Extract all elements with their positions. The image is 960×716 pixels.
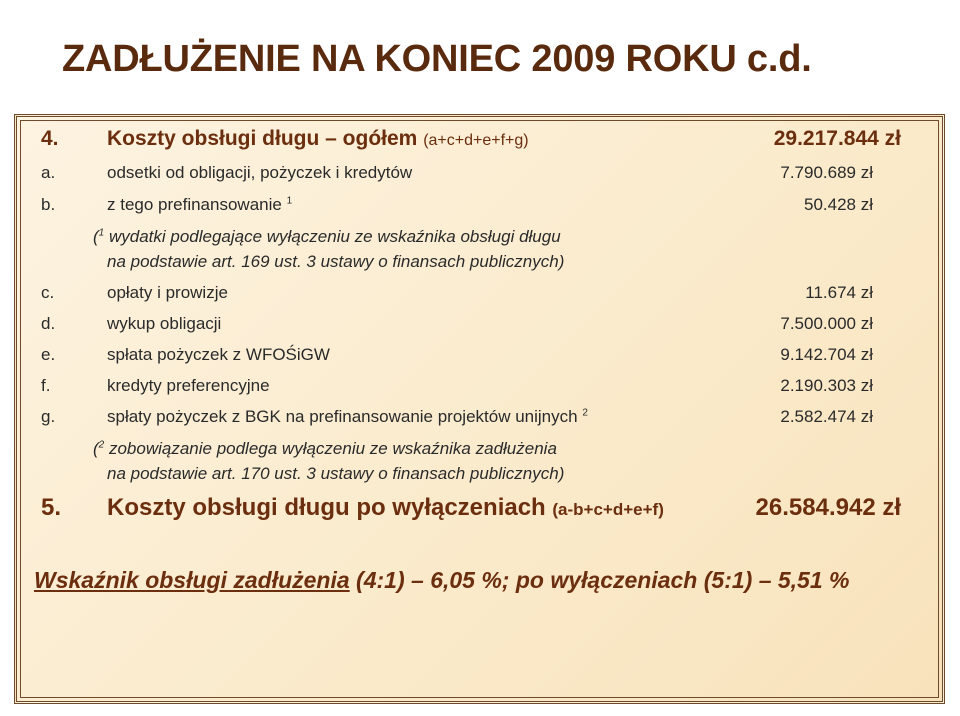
row-d-amount: 7.500.000 zł <box>780 314 873 333</box>
ratio-values: (4:1) – 6,05 %; po wyłączeniach (5:1) – 5,51 % <box>349 567 850 593</box>
row-c-amount: 11.674 zł <box>805 283 873 302</box>
footnote-1-text1: wydatki podlegające wyłączeniu ze wskaźnika obsługi długu <box>104 227 561 246</box>
row-4-amount: 29.217.844 zł <box>773 127 901 150</box>
ratio-lead: Wskaźnik obsługi zadłużenia <box>34 567 350 593</box>
row-5-label: 5. <box>41 494 62 521</box>
row-d-text: wykup obligacji <box>107 314 222 333</box>
row-4-label: 4. <box>41 127 59 150</box>
row-f <box>17 376 873 402</box>
row-e-label: e. <box>41 345 56 364</box>
row-b-label: b. <box>41 195 56 214</box>
row-e <box>17 345 873 371</box>
footnote-1-open: ( <box>93 227 99 246</box>
row-5 <box>17 494 901 528</box>
row-5-amount: 26.584.942 zł <box>755 494 901 521</box>
footnote-2-line2: na podstawie art. 170 ust. 3 ustawy o finansach publicznych) <box>107 464 565 483</box>
row-a-text: odsetki od obligacji, pożyczek i kredytów <box>107 163 413 182</box>
row-d-label: d. <box>41 314 56 333</box>
footnote-2-line1 <box>93 436 564 461</box>
row-5-formula: (a-b+c+d+e+f) <box>552 500 664 519</box>
row-4-formula: (a+c+d+e+f+g) <box>423 132 529 149</box>
row-e-amount: 9.142.704 zł <box>780 345 873 364</box>
debt-service-ratio <box>34 567 849 594</box>
row-g-footnote-marker: 2 <box>582 407 588 419</box>
row-f-text: kredyty preferencyjne <box>107 376 270 395</box>
row-g-amount: 2.582.474 zł <box>780 407 873 426</box>
footnote-2-marker: 2 <box>98 439 105 451</box>
row-a <box>17 163 873 189</box>
footnote-2-open: ( <box>93 439 99 458</box>
footnote-2 <box>93 436 564 486</box>
row-4-text: Koszty obsługi długu – ogółem <box>107 127 418 150</box>
row-f-amount: 2.190.303 zł <box>780 376 873 395</box>
row-c <box>17 283 873 309</box>
page-title: ZADŁUŻENIE NA KONIEC 2009 ROKU c.d. <box>62 38 812 80</box>
row-g <box>17 407 873 433</box>
row-f-label: f. <box>41 376 51 395</box>
footnote-1-line2: na podstawie art. 169 ust. 3 ustawy o finansach publicznych) <box>107 252 565 271</box>
row-b-amount: 50.428 zł <box>804 195 873 214</box>
row-g-label: g. <box>41 407 56 426</box>
row-b-text: z tego prefinansowanie <box>107 195 282 214</box>
footnote-1 <box>93 224 564 274</box>
footnote-1-line1 <box>93 224 564 249</box>
footnote-2-text1: zobowiązanie podlega wyłączeniu ze wskaźnika zadłużenia <box>104 439 557 458</box>
content-panel <box>14 114 945 704</box>
row-d <box>17 314 873 340</box>
row-5-text-group <box>107 494 664 522</box>
row-b-text-group <box>107 195 292 215</box>
row-4-text-group <box>107 127 529 151</box>
row-c-text: opłaty i prowizje <box>107 283 228 302</box>
row-g-text: spłaty pożyczek z BGK na prefinansowanie projektów unijnych <box>107 407 578 426</box>
row-a-label: a. <box>41 163 56 182</box>
row-e-text: spłata pożyczek z WFOŚiGW <box>107 345 330 364</box>
row-g-text-group <box>107 407 588 427</box>
footnote-1-marker: 1 <box>98 227 105 239</box>
row-5-text: Koszty obsługi długu po wyłączeniach <box>107 494 546 521</box>
row-b <box>17 195 873 221</box>
row-a-amount: 7.790.689 zł <box>780 163 873 182</box>
row-4 <box>17 125 901 155</box>
row-b-footnote-marker: 1 <box>286 195 293 207</box>
row-c-label: c. <box>41 283 55 302</box>
